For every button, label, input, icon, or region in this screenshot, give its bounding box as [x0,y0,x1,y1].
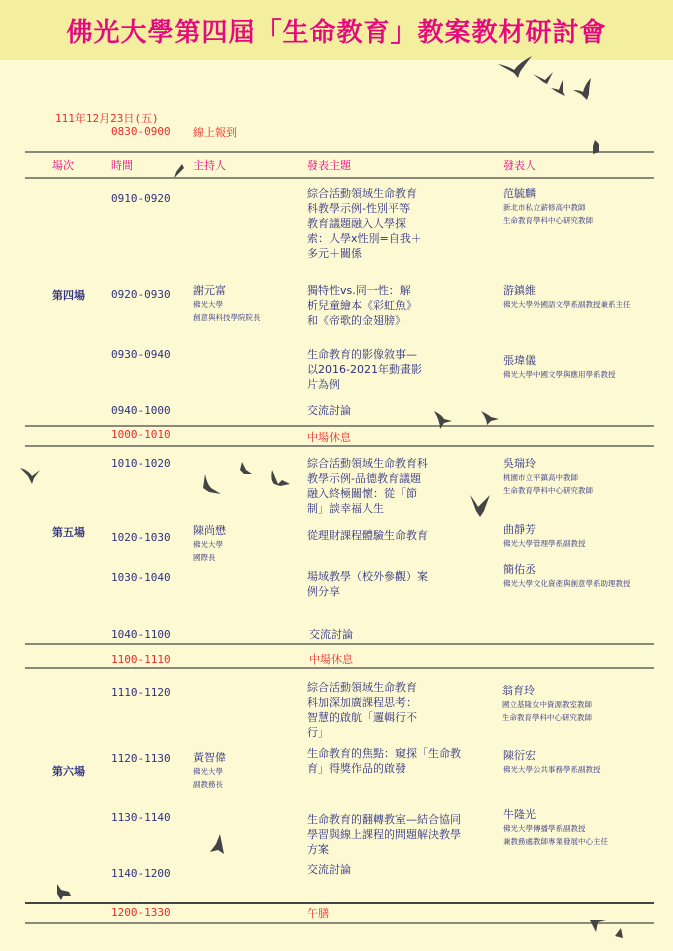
text-line: 佛光大學管理學系副教授 [503,539,586,548]
host [193,750,226,791]
presenter [503,562,631,590]
divider [25,667,654,669]
divider [25,922,654,924]
text-line: 副教務長 [193,780,223,789]
break-time: 1100-1110 [111,653,171,666]
topic [307,186,422,261]
presenter-name: 曲靜芳 [503,523,536,536]
col-presenter: 發表人 [503,159,536,172]
text-line: 佛光大學 [193,540,223,549]
break-label: 中場休息 [309,653,353,666]
text-line: 教學示例-品德教育議題 [307,472,421,485]
divider [25,643,654,645]
host-title: 佛光大學 [193,300,223,309]
text-line: 生命教育的焦點：窺探「生命教 [307,747,461,760]
break-time: 1200-1330 [111,906,171,919]
text-line: 綜合活動領域生命教育 [307,187,417,200]
text-line: 多元＋關係 [307,247,362,260]
presenter [503,353,616,381]
topic [307,746,461,776]
text-line: 佛光大學中國文學與應用學系教授 [503,370,616,379]
break-time: 1000-1010 [111,428,171,441]
bird-icon [498,56,534,78]
host-name: 謝元富 [193,284,226,297]
text-line: 析兒童繪本《彩虹魚》 [307,299,417,312]
presenter-name: 范毓麟 [503,187,536,200]
divider [25,177,654,179]
text-line: 新北市私立薪修高中教師 [503,203,586,212]
bird-icon [240,462,252,476]
host [193,283,261,324]
time-slot: 1030-1040 [111,571,171,584]
presenter-name: 簡佑丞 [503,563,536,576]
text-line: 融入終極關懷：從「節 [307,487,417,500]
host-name: 陳尚懋 [193,524,226,537]
presenter-name: 吳瑞玲 [503,457,536,470]
presenter [503,456,593,497]
text-line: 國際長 [193,553,216,562]
text-line: 學習與線上課程的問題解決教學 [307,828,461,841]
topic: 交流討論 [307,404,351,417]
text-line: 佛光大學公共事務學系副教授 [503,765,601,774]
text-line: 綜合活動領域生命教育科 [307,457,428,470]
text-line: 育」得獎作品的啟發 [307,762,406,775]
time-slot: 0940-1000 [111,404,171,417]
topic [307,680,417,740]
text-line: 智慧的啟航「邏輯行不 [307,711,417,724]
time-slot: 1120-1130 [111,752,171,765]
page-title: 佛光大學第四屆「生命教育」教案教材研討會 [66,18,607,48]
session-name: 第四場 [52,289,85,302]
presenter-name: 游鎮維 [503,284,536,297]
session-name: 第五場 [52,526,85,539]
time-slot: 1020-1030 [111,531,171,544]
divider [25,445,654,447]
bird-icon [434,411,452,429]
text-line: 教育議題融入人學探 [307,217,406,230]
col-time: 時間 [111,159,133,172]
time-slot: 1140-1200 [111,867,171,880]
break-label: 中場休息 [307,431,351,444]
bird-icon [20,466,40,484]
text-line: 佛光大學傳播學系副教授 [503,824,586,833]
text-line: 場域教學（校外參觀）案 [307,570,428,583]
session-name: 第六場 [52,765,85,778]
text-line: 制」談幸福人生 [307,502,384,515]
presenter [502,683,592,724]
presenter [503,807,608,848]
text-line: 行」 [307,726,329,739]
bird-icon [591,140,601,154]
presenter-name: 牛隆光 [503,808,536,821]
text-line: 生命教育學科中心研究教師 [502,713,592,722]
host [193,523,226,564]
text-line: 和《帝歌的金翅膀》 [307,314,406,327]
text-line: 兼教務處教師專業發展中心主任 [503,837,608,846]
time-slot: 1010-1020 [111,457,171,470]
text-line: 綜合活動領域生命教育 [307,681,417,694]
bird-icon [268,470,290,488]
topic: 交流討論 [309,628,353,641]
col-host: 主持人 [193,159,226,172]
text-line: 科教學示例-性別平等 [307,202,410,215]
registration-time: 0830-0900 [111,125,171,138]
time-slot: 0920-0930 [111,288,171,301]
topic [307,569,428,599]
topic: 從理財課程體驗生命教育 [307,529,428,542]
presenter-name: 陳衍宏 [503,749,536,762]
text-line: 佛光大學 [193,767,223,776]
event-date: 111年12月23日(五) [55,112,159,125]
text-line: 生命教育學科中心研究教師 [503,486,593,495]
col-session: 場次 [52,159,74,172]
bird-icon [55,884,71,900]
host-name: 黃智偉 [193,751,226,764]
bird-icon [210,834,224,856]
text-line: 桃園市立平鎮高中教師 [503,473,578,482]
topic [307,812,461,857]
presenter [503,283,631,311]
text-line: 獨特性vs.同一性：解 [307,284,411,297]
text-line: 方案 [307,843,329,856]
text-line: 片為例 [307,378,340,391]
col-topic: 發表主題 [307,159,351,172]
text-line: 國立基隆女中資源教室教師 [502,700,592,709]
divider [25,902,654,904]
topic: 交流討論 [307,863,351,876]
text-line: 以2016-2021年動畫影 [307,363,422,376]
topic [307,347,422,392]
registration-label: 線上報到 [193,126,237,139]
time-slot: 1040-1100 [111,628,171,641]
divider [25,425,654,427]
host-title: 創意與科技學院院長 [193,313,261,322]
presenter-name: 翁育玲 [502,684,535,697]
bird-icon [573,78,593,100]
break-label: 午膳 [307,907,329,920]
text-line: 生命教育的翻轉教室—結合協同 [307,813,461,826]
bird-icon [590,920,606,932]
presenter [503,186,593,227]
time-slot: 1130-1140 [111,811,171,824]
bird-icon [615,928,625,938]
text-line: 科加深加廣課程思考： [307,696,417,709]
topic [307,283,417,328]
text-line: 例分享 [307,585,340,598]
time-slot: 1110-1120 [111,686,171,699]
topic [307,456,428,516]
bird-icon [172,164,184,178]
divider [25,151,654,153]
time-slot: 0930-0940 [111,348,171,361]
time-slot: 0910-0920 [111,192,171,205]
text-line: 佛光大學文化資產與創意學系助理教授 [503,579,631,588]
text-line: 生命教育學科中心研究教師 [503,216,593,225]
text-line: 索：人學x性別=自我＋ [307,232,422,245]
presenter [503,748,601,776]
bird-icon [470,495,490,517]
text-line: 生命教育的影像敘事— [307,348,417,361]
presenter [503,522,586,550]
bird-icon [551,80,567,96]
presenter-name: 張瑋儀 [503,354,536,367]
bird-icon [481,411,499,425]
text-line: 佛光大學外國語文學系副教授兼系主任 [503,300,631,309]
bird-icon [203,474,221,494]
